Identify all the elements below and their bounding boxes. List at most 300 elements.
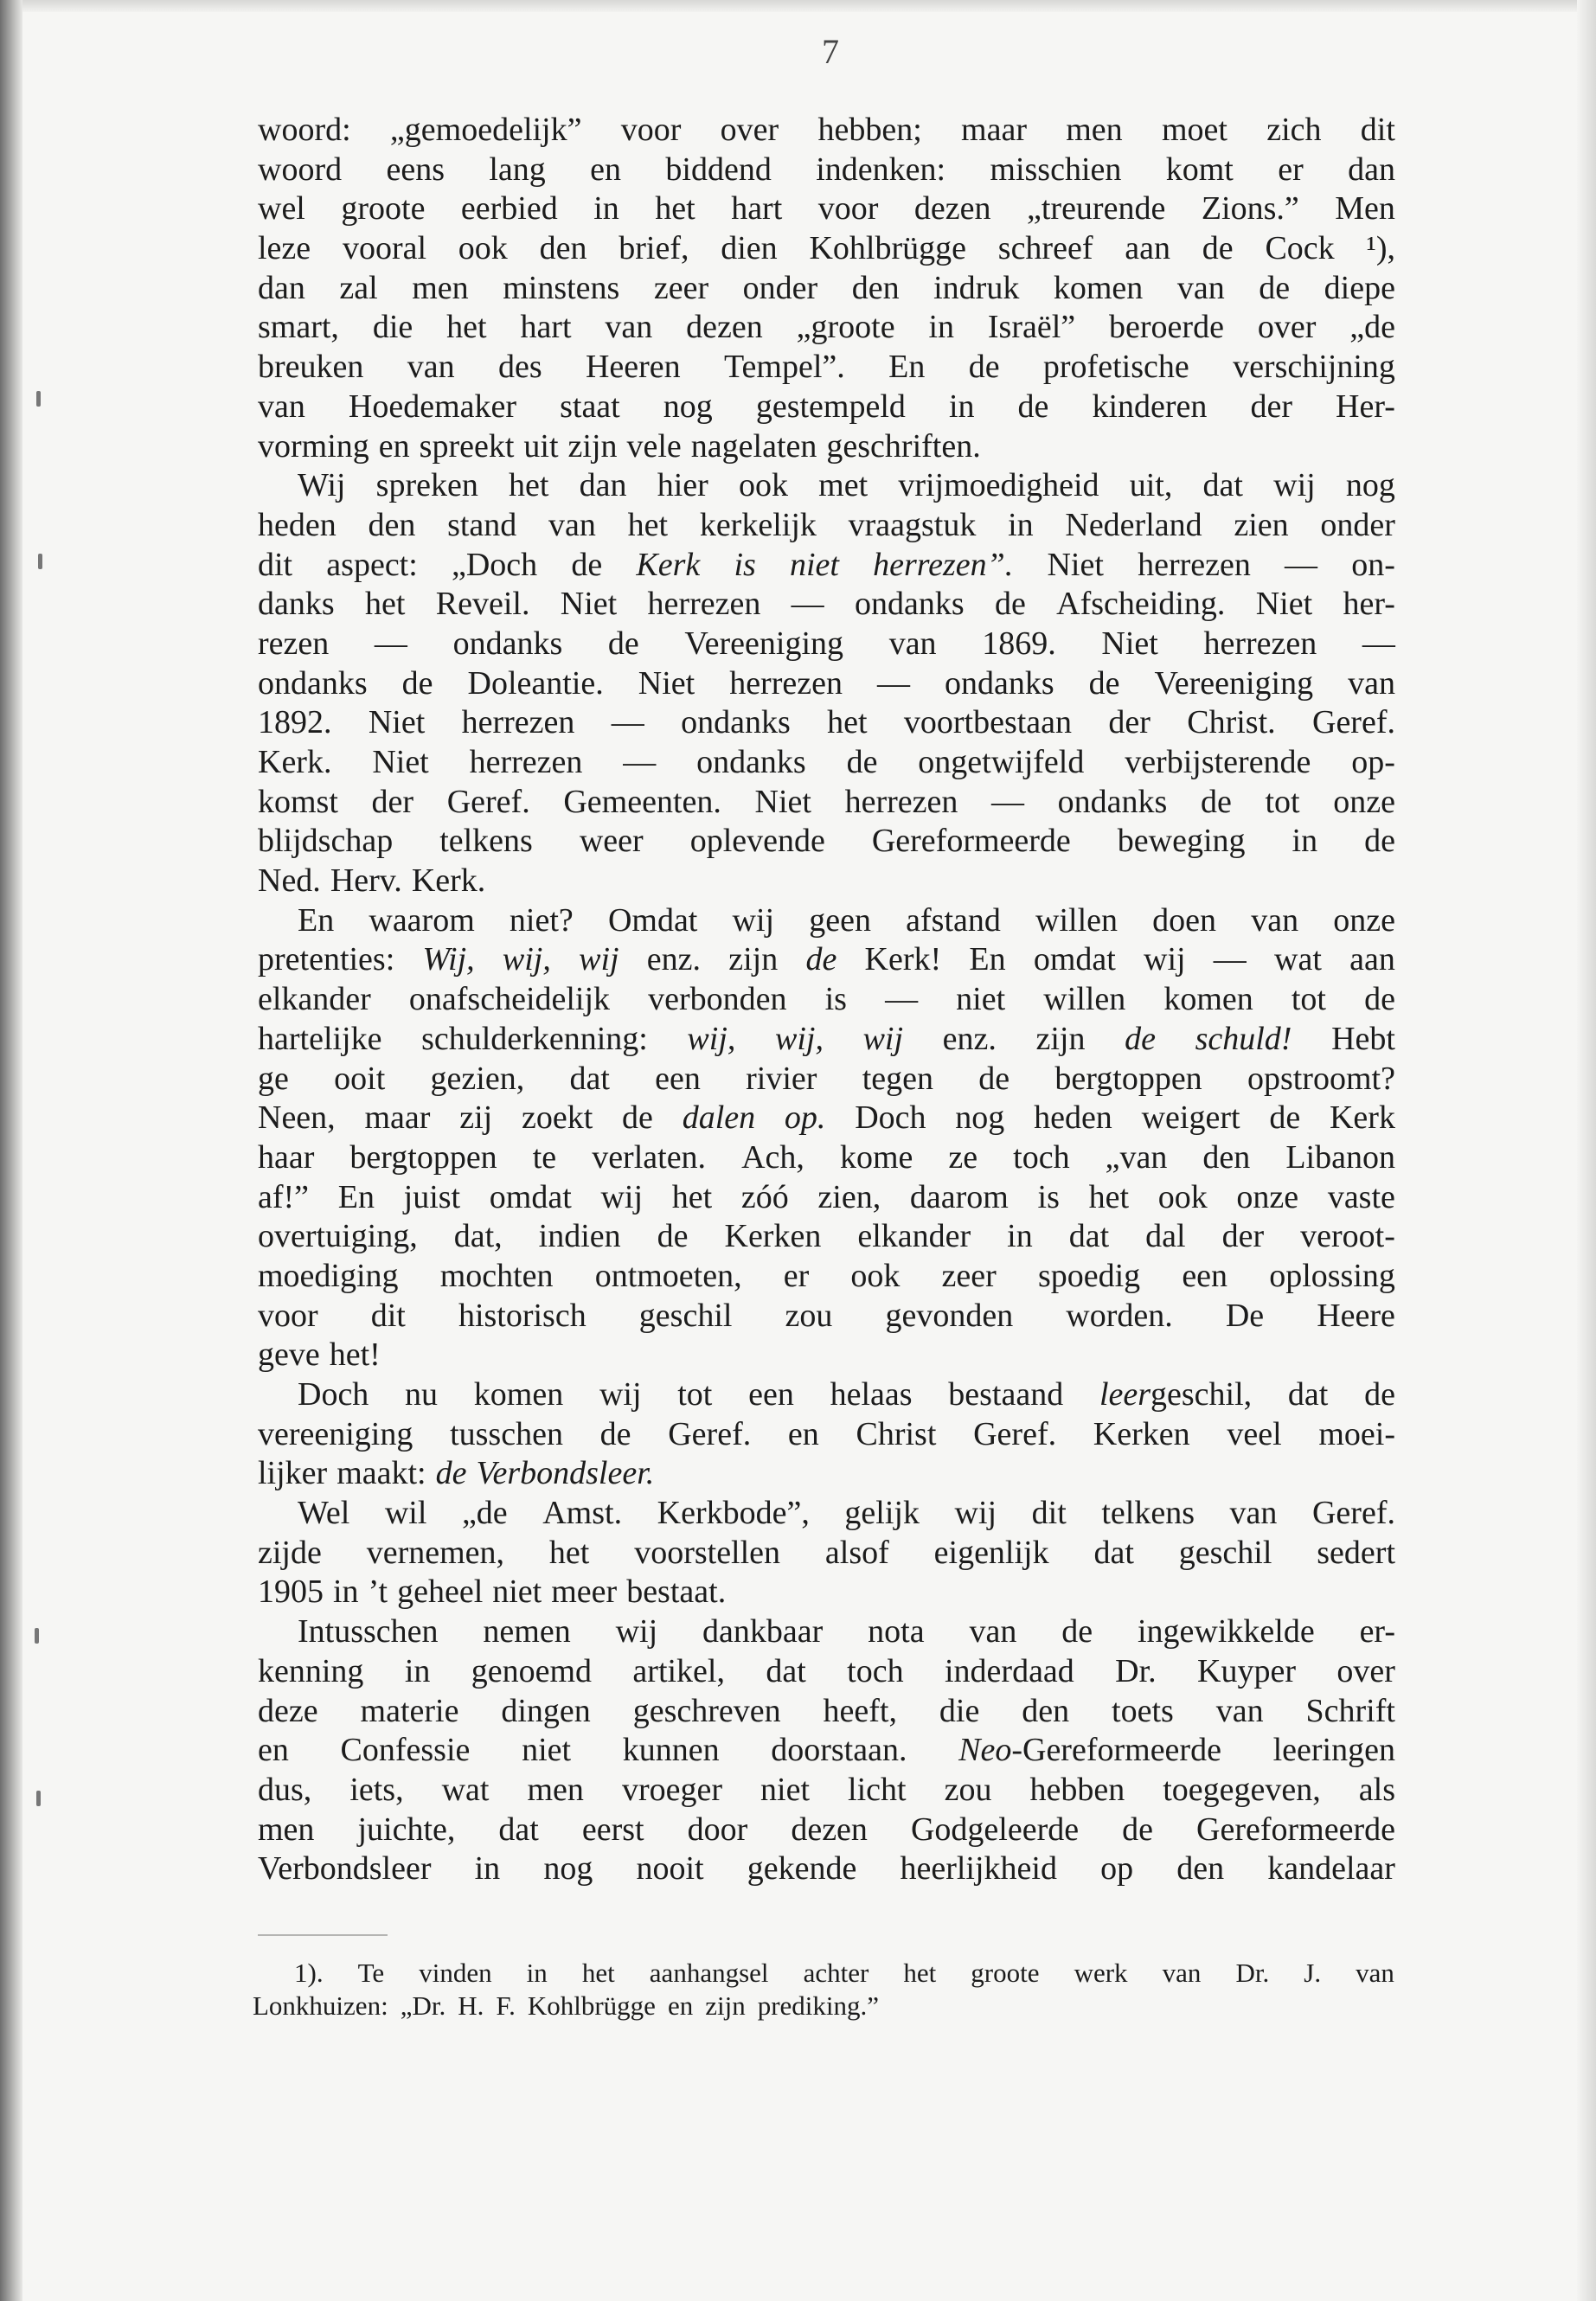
text-line <box>258 783 1395 823</box>
word: elkander <box>258 981 371 1018</box>
word: toegegeven, <box>1163 1771 1321 1808</box>
word: niet? <box>509 901 574 939</box>
word: als <box>1358 1771 1395 1808</box>
footnote-line <box>253 1957 1394 1990</box>
word: nog <box>1345 467 1395 504</box>
word: Dr. <box>1115 1652 1157 1689</box>
word: omdat <box>1033 941 1116 978</box>
word: der <box>1250 388 1292 425</box>
word: komt <box>1165 151 1234 188</box>
word: tegen <box>862 1060 934 1097</box>
word: geschil <box>638 1297 733 1334</box>
word: wij <box>862 1020 904 1057</box>
word: ook <box>738 467 788 504</box>
word: ondanks <box>854 586 965 623</box>
word: nog <box>663 388 713 425</box>
word: beweging <box>1117 823 1246 860</box>
word: waarom <box>369 901 475 939</box>
word: sedert <box>1317 1534 1395 1571</box>
word: danks <box>258 586 335 623</box>
word: tusschen <box>450 1415 563 1452</box>
text-line <box>258 703 1395 743</box>
word: niet <box>492 1574 542 1611</box>
word: de <box>978 1060 1010 1097</box>
word: de <box>435 1455 467 1492</box>
word: en <box>787 1415 819 1452</box>
word: Geref. <box>1311 1495 1395 1532</box>
word: zal <box>339 269 378 306</box>
word: Geref. <box>1312 704 1395 741</box>
word: heerlijkheid <box>900 1850 1057 1888</box>
word: vereeniging <box>258 1415 413 1452</box>
word: de <box>1061 1613 1093 1650</box>
word: Kerken <box>724 1218 822 1255</box>
word: dalen <box>682 1099 756 1137</box>
word: Her- <box>1336 388 1395 425</box>
word: zien, <box>817 1178 881 1215</box>
word: toets <box>1112 1692 1174 1729</box>
word: juist <box>403 1178 461 1215</box>
word: Tempel”. <box>724 349 845 386</box>
word: komen <box>1163 981 1253 1018</box>
word: Cock <box>1265 230 1335 267</box>
word: wel <box>258 190 305 228</box>
word: gelijk <box>844 1495 920 1532</box>
word: Lonkhuizen: <box>253 1990 388 2021</box>
word: Wij <box>298 467 346 504</box>
word: in <box>333 1574 359 1611</box>
word: onze <box>1333 901 1395 939</box>
word: dan <box>1348 151 1395 188</box>
word: omdat <box>489 1178 572 1215</box>
word: van <box>888 625 937 662</box>
word: dit <box>258 546 293 583</box>
word: vele <box>626 427 682 465</box>
word: wij <box>615 1613 658 1650</box>
word: licht <box>848 1771 907 1808</box>
word: wij <box>579 941 619 978</box>
word: der <box>371 783 414 820</box>
word: verbijsterende <box>1125 744 1311 780</box>
word: de <box>599 1415 631 1452</box>
word: 1905 <box>258 1574 324 1611</box>
word: de <box>1125 1020 1156 1057</box>
word: telkens <box>1101 1495 1195 1532</box>
word: Vereeniging <box>684 625 844 662</box>
word: over <box>1336 1652 1395 1689</box>
word: in <box>1007 1218 1033 1255</box>
footnote <box>253 1957 1394 2022</box>
text-line <box>258 1099 1395 1138</box>
word: die <box>939 1692 980 1729</box>
word: ook <box>458 230 508 267</box>
text-line <box>258 1731 1395 1771</box>
word: het <box>827 704 868 741</box>
word: mochten <box>439 1257 554 1294</box>
word: de <box>622 1099 653 1137</box>
word: herrezen <box>461 704 575 741</box>
word: een <box>1182 1257 1228 1294</box>
word: leergeschil, <box>1099 1376 1253 1413</box>
word: schulderkenning: <box>421 1020 648 1057</box>
word: toch <box>1013 1138 1070 1176</box>
word: kinderen <box>1092 388 1208 425</box>
word: weigert <box>1141 1099 1240 1137</box>
word: willen <box>1043 981 1126 1018</box>
word: maakt: <box>337 1455 426 1492</box>
word: den <box>1176 1850 1225 1888</box>
word: Niet <box>1047 546 1104 583</box>
word: met <box>818 467 869 504</box>
word: uit, <box>1129 467 1173 504</box>
text-line <box>258 1849 1395 1889</box>
text-line <box>258 1811 1395 1850</box>
word: kandelaar <box>1267 1850 1395 1888</box>
word: „gemoedelijk” <box>389 112 582 148</box>
word: kerkelijk <box>699 506 817 543</box>
word: de <box>1364 823 1395 860</box>
word: een <box>748 1376 794 1413</box>
word: Geref. <box>446 783 530 820</box>
word: J. <box>1304 1958 1322 1988</box>
word: herrezen <box>647 586 761 623</box>
word: wij, <box>775 1020 824 1057</box>
word: Geref. <box>668 1415 752 1452</box>
word: het <box>364 586 406 623</box>
word: de <box>1202 230 1234 267</box>
word: uit <box>523 427 559 465</box>
word: Gemeenten. <box>563 783 721 820</box>
text-line <box>258 585 1395 625</box>
word: den <box>539 230 587 267</box>
word: veel <box>1227 1415 1282 1452</box>
word: toch <box>847 1652 904 1689</box>
word: is <box>1037 1178 1060 1215</box>
word: Ach, <box>741 1138 804 1176</box>
word: in <box>928 309 955 346</box>
word: Zions.” <box>1201 190 1299 228</box>
word: het <box>581 1958 615 1988</box>
word: zeer <box>653 269 709 306</box>
word: komen <box>473 1376 564 1413</box>
word: voor <box>258 1297 318 1334</box>
word: spoedig <box>1037 1257 1141 1294</box>
text-line <box>258 940 1395 980</box>
scan-edge-right <box>1577 0 1596 2301</box>
word: voor <box>620 112 682 148</box>
word: materie <box>360 1692 459 1729</box>
word: eerst <box>581 1811 644 1848</box>
word: leze <box>258 230 311 267</box>
word: van <box>258 388 305 425</box>
word: En <box>888 349 926 386</box>
word: Hoedemaker <box>348 388 517 425</box>
word: aspect: <box>326 546 418 583</box>
text-line <box>258 546 1395 586</box>
word: groote <box>971 1958 1040 1988</box>
word: helaas <box>830 1376 913 1413</box>
word: over <box>1257 309 1317 346</box>
word: tot <box>677 1376 713 1413</box>
word: dien <box>721 230 778 267</box>
word: onze <box>1236 1178 1299 1215</box>
word: „de <box>461 1495 508 1532</box>
word: herrezen <box>1138 546 1251 583</box>
word: H. <box>458 1990 484 2021</box>
word: historisch <box>458 1297 586 1334</box>
word: stand <box>447 506 517 543</box>
word: — <box>623 744 657 780</box>
word: het <box>446 309 487 346</box>
word: verbonden <box>648 981 787 1018</box>
word: Verbondsleer. <box>476 1455 655 1492</box>
word: vorming <box>258 427 369 465</box>
word: de <box>994 586 1026 623</box>
text-line <box>258 1692 1395 1732</box>
word: wij, <box>687 1020 736 1057</box>
word: dezen <box>791 1811 868 1848</box>
word: dankbaar <box>702 1613 824 1650</box>
text-line <box>258 1336 1395 1375</box>
word: gevonden <box>885 1297 1014 1334</box>
word: indruk <box>933 269 1020 306</box>
word: zij <box>459 1099 493 1137</box>
word: Men <box>1335 190 1395 228</box>
word: een <box>655 1060 701 1097</box>
word: zou <box>785 1297 833 1334</box>
word: alsof <box>824 1534 889 1571</box>
word: van <box>969 1613 1017 1650</box>
text-line <box>258 308 1395 348</box>
word: zich <box>1266 112 1322 148</box>
word: ondanks <box>1057 783 1168 820</box>
text-line <box>258 625 1395 664</box>
text-line <box>258 1297 1395 1336</box>
text-line <box>258 427 1395 467</box>
word: Neo-Gereformeerde <box>958 1732 1221 1769</box>
margin-mark <box>36 1791 41 1806</box>
word: F. <box>496 1990 516 2021</box>
word: voor <box>817 190 879 228</box>
word: is <box>734 546 756 583</box>
word: zijn <box>567 427 618 465</box>
word: En <box>298 901 335 939</box>
word: indien <box>538 1218 621 1255</box>
text-line <box>258 151 1395 190</box>
text-line <box>258 269 1395 309</box>
word: wij <box>732 901 775 939</box>
margin-mark <box>38 554 42 569</box>
word: beroerde <box>1109 309 1224 346</box>
word: moediging <box>258 1257 399 1294</box>
word: der <box>1108 704 1151 741</box>
word: nog <box>543 1850 593 1888</box>
word: pretenties: <box>258 941 395 978</box>
word: hier <box>657 467 708 504</box>
word: het <box>548 1534 590 1571</box>
word: eigenlijk <box>933 1534 1049 1571</box>
text-line <box>258 1652 1395 1692</box>
word: heden <box>1034 1099 1112 1137</box>
word: Niet <box>754 783 811 820</box>
word: afstand <box>906 901 1001 939</box>
word: woord <box>258 151 343 188</box>
word: heden <box>258 506 337 543</box>
word: dat <box>1068 1218 1110 1255</box>
word: er- <box>1359 1613 1395 1650</box>
word: van <box>1215 1692 1264 1729</box>
word: misschien <box>990 151 1122 188</box>
scan-edge-top <box>0 0 1596 12</box>
word: dal <box>1145 1218 1186 1255</box>
word: dezen <box>686 309 763 346</box>
word: aanhangsel <box>649 1958 769 1988</box>
word: Kerk <box>1329 1099 1395 1137</box>
word: herrezen <box>1203 625 1317 662</box>
text-line <box>258 822 1395 862</box>
word: spreekt <box>419 427 515 465</box>
word: Niet <box>560 586 618 623</box>
text-line <box>258 229 1395 269</box>
word: En <box>969 941 1006 978</box>
word: onafscheidelijk <box>408 981 611 1018</box>
word: vroeger <box>621 1771 722 1808</box>
word: van <box>407 349 455 386</box>
word: Reveil. <box>435 586 530 623</box>
word: telkens <box>439 823 533 860</box>
word: her- <box>1343 586 1395 623</box>
word: Gereformeerde <box>1196 1811 1395 1848</box>
word: het <box>671 1178 713 1215</box>
text-line <box>258 1060 1395 1099</box>
text-line <box>258 1534 1395 1574</box>
word: vraagstuk <box>848 506 977 543</box>
word: vaste <box>1327 1178 1395 1215</box>
word: ondanks <box>944 664 1054 702</box>
word: dat <box>766 1652 806 1689</box>
word: van <box>1176 269 1225 306</box>
word: nemen <box>483 1613 571 1650</box>
word: onze <box>1333 783 1395 820</box>
word: hartelijke <box>258 1020 382 1057</box>
word: zeer <box>941 1257 997 1294</box>
word: Christ. <box>1187 704 1276 741</box>
word: — <box>1213 941 1247 978</box>
word: Christ <box>856 1415 937 1452</box>
word: ongetwijfeld <box>918 744 1085 780</box>
word: wil <box>384 1495 427 1532</box>
word: van <box>1229 1495 1278 1532</box>
text-line <box>258 388 1395 427</box>
word: der <box>1221 1218 1265 1255</box>
word: Intusschen <box>298 1613 439 1650</box>
word: geschriften. <box>826 427 981 465</box>
word: de <box>657 1218 689 1255</box>
word: meer <box>551 1574 618 1611</box>
word: nu <box>405 1376 439 1413</box>
word: in <box>948 388 975 425</box>
word: de <box>1269 1099 1301 1137</box>
text-line <box>258 348 1395 388</box>
word: de <box>1200 783 1232 820</box>
word: 1869. <box>982 625 1056 662</box>
word: Geref. <box>973 1415 1057 1452</box>
word: herrezen <box>469 744 583 780</box>
word: ook <box>1157 1178 1208 1215</box>
footnote-line <box>253 1990 1394 2022</box>
word: schuld! <box>1195 1020 1292 1057</box>
word: Wij, <box>422 941 475 978</box>
word: dat <box>569 1060 610 1097</box>
word: — <box>1362 625 1395 662</box>
word: den <box>1022 1692 1070 1729</box>
text-line <box>258 506 1395 546</box>
word: ondanks <box>696 744 806 780</box>
word: „de <box>1349 309 1395 346</box>
word: van <box>605 309 653 346</box>
word: niet <box>522 1732 572 1769</box>
word: dat <box>1093 1534 1134 1571</box>
word: Doleantie. <box>467 664 604 702</box>
word: „van <box>1105 1138 1168 1176</box>
word: dat <box>1202 467 1243 504</box>
word: breuken <box>258 349 364 386</box>
word: Libanon <box>1285 1138 1395 1176</box>
word: de <box>1364 1376 1395 1413</box>
word: nota <box>868 1613 925 1650</box>
word: ontmoeten, <box>594 1257 742 1294</box>
word: 1). <box>294 1958 324 1988</box>
text-line <box>258 189 1395 229</box>
word: moei- <box>1318 1415 1395 1452</box>
text-line <box>258 1454 1395 1494</box>
word: diepe <box>1324 269 1395 306</box>
word: Kerk <box>636 546 701 583</box>
word: des <box>497 349 542 386</box>
word: de <box>571 546 603 583</box>
word: dat <box>498 1811 539 1848</box>
word: de <box>846 744 878 780</box>
word: willen <box>1035 901 1118 939</box>
text-line <box>258 1573 1395 1612</box>
word: oplossing <box>1269 1257 1395 1294</box>
text-line <box>258 862 1395 901</box>
word: Wel <box>298 1495 350 1532</box>
word: — <box>885 981 919 1018</box>
word: daarom <box>909 1178 1009 1215</box>
text-line <box>258 111 1395 151</box>
word: ook <box>850 1257 901 1294</box>
word: het <box>903 1958 937 1988</box>
word: wij <box>1144 941 1186 978</box>
word: schreef <box>997 230 1093 267</box>
word: kenning <box>258 1652 364 1689</box>
word: indenken: <box>816 151 946 188</box>
word: Afscheiding. <box>1056 586 1226 623</box>
word: bergtoppen <box>1054 1060 1202 1097</box>
word: vernemen, <box>366 1534 505 1571</box>
word: overtuiging, <box>258 1218 418 1255</box>
word: nagelaten <box>690 427 817 465</box>
word: ondanks <box>258 664 368 702</box>
margin-mark <box>36 391 41 407</box>
word: inderdaad <box>944 1652 1074 1689</box>
word: Ned. <box>258 862 321 900</box>
word: en <box>667 1990 694 2021</box>
word: van <box>1251 901 1299 939</box>
text-line <box>258 980 1395 1020</box>
word: Godgeleerde <box>910 1811 1080 1848</box>
